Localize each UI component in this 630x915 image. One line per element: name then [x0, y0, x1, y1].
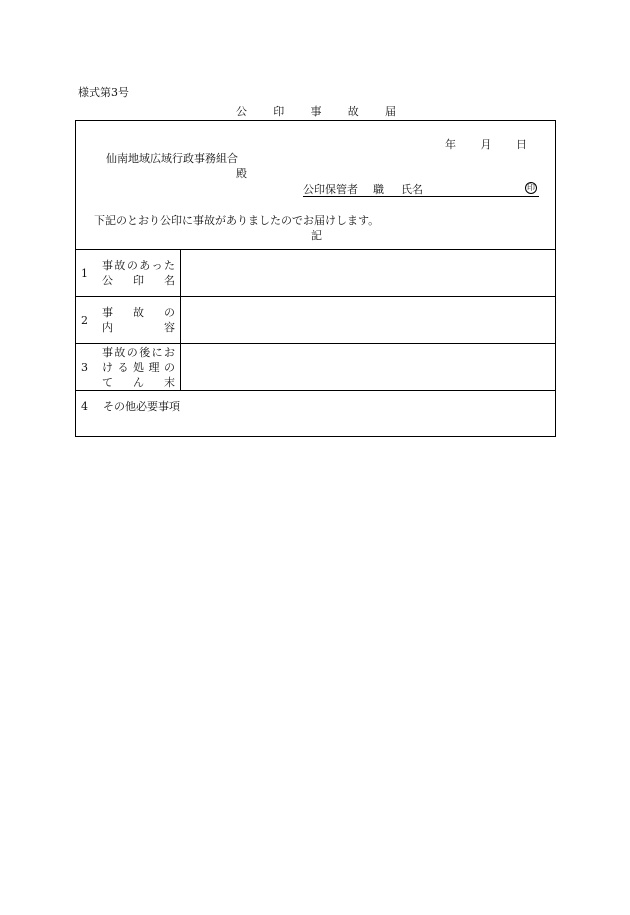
title-char: 故 [347, 105, 359, 118]
row-label-line: 事故の後にお [102, 346, 175, 359]
other-matters [81, 401, 180, 412]
date-month-label: 月 [480, 138, 492, 151]
row-label-line: け る 処 理 の [102, 361, 175, 374]
row-divider [76, 296, 555, 297]
row-number: 4 [81, 400, 88, 413]
other-matters-label: その他必要事項 [103, 400, 180, 413]
keeper-name-label: 氏名 [401, 183, 423, 196]
date-line [445, 139, 527, 150]
addressee-honorific: 殿 [236, 167, 247, 180]
row-label-line: 公 印 名 [102, 274, 175, 287]
row-number: 2 [81, 314, 88, 327]
row-label-line: 内 容 [102, 321, 175, 334]
keeper-title-label: 職 [373, 183, 384, 196]
title-char: 事 [310, 105, 322, 118]
date-year-label: 年 [445, 138, 456, 151]
row-label-line: 事 故 の [102, 306, 175, 319]
row-divider [76, 249, 555, 250]
row-divider [76, 343, 555, 344]
page-title [236, 106, 396, 117]
keeper-signature-line [303, 196, 539, 197]
title-char: 印 [273, 105, 285, 118]
row-label-line: て ん 末 [102, 376, 175, 389]
title-char: 届 [385, 105, 396, 118]
row-label [102, 305, 175, 335]
form-table [75, 120, 556, 437]
form-number: 様式第3号 [78, 86, 129, 99]
row-label-line: 事故のあった [102, 259, 175, 272]
row-number: 1 [81, 267, 88, 280]
addressee-org: 仙南地域広域行政事務組合 [106, 152, 238, 165]
intro-text: 下記のとおり公印に事故がありましたのでお届けします。 [94, 214, 380, 227]
column-divider [180, 249, 181, 390]
row-divider [76, 390, 555, 391]
seal-mark: 印 [527, 183, 535, 192]
row-label [102, 345, 175, 390]
title-char: 公 [236, 105, 247, 118]
date-day-label: 日 [516, 138, 527, 151]
row-label [102, 258, 175, 288]
ki-heading: 記 [311, 229, 322, 242]
keeper-label: 公印保管者 [303, 183, 358, 196]
row-number: 3 [81, 361, 88, 374]
